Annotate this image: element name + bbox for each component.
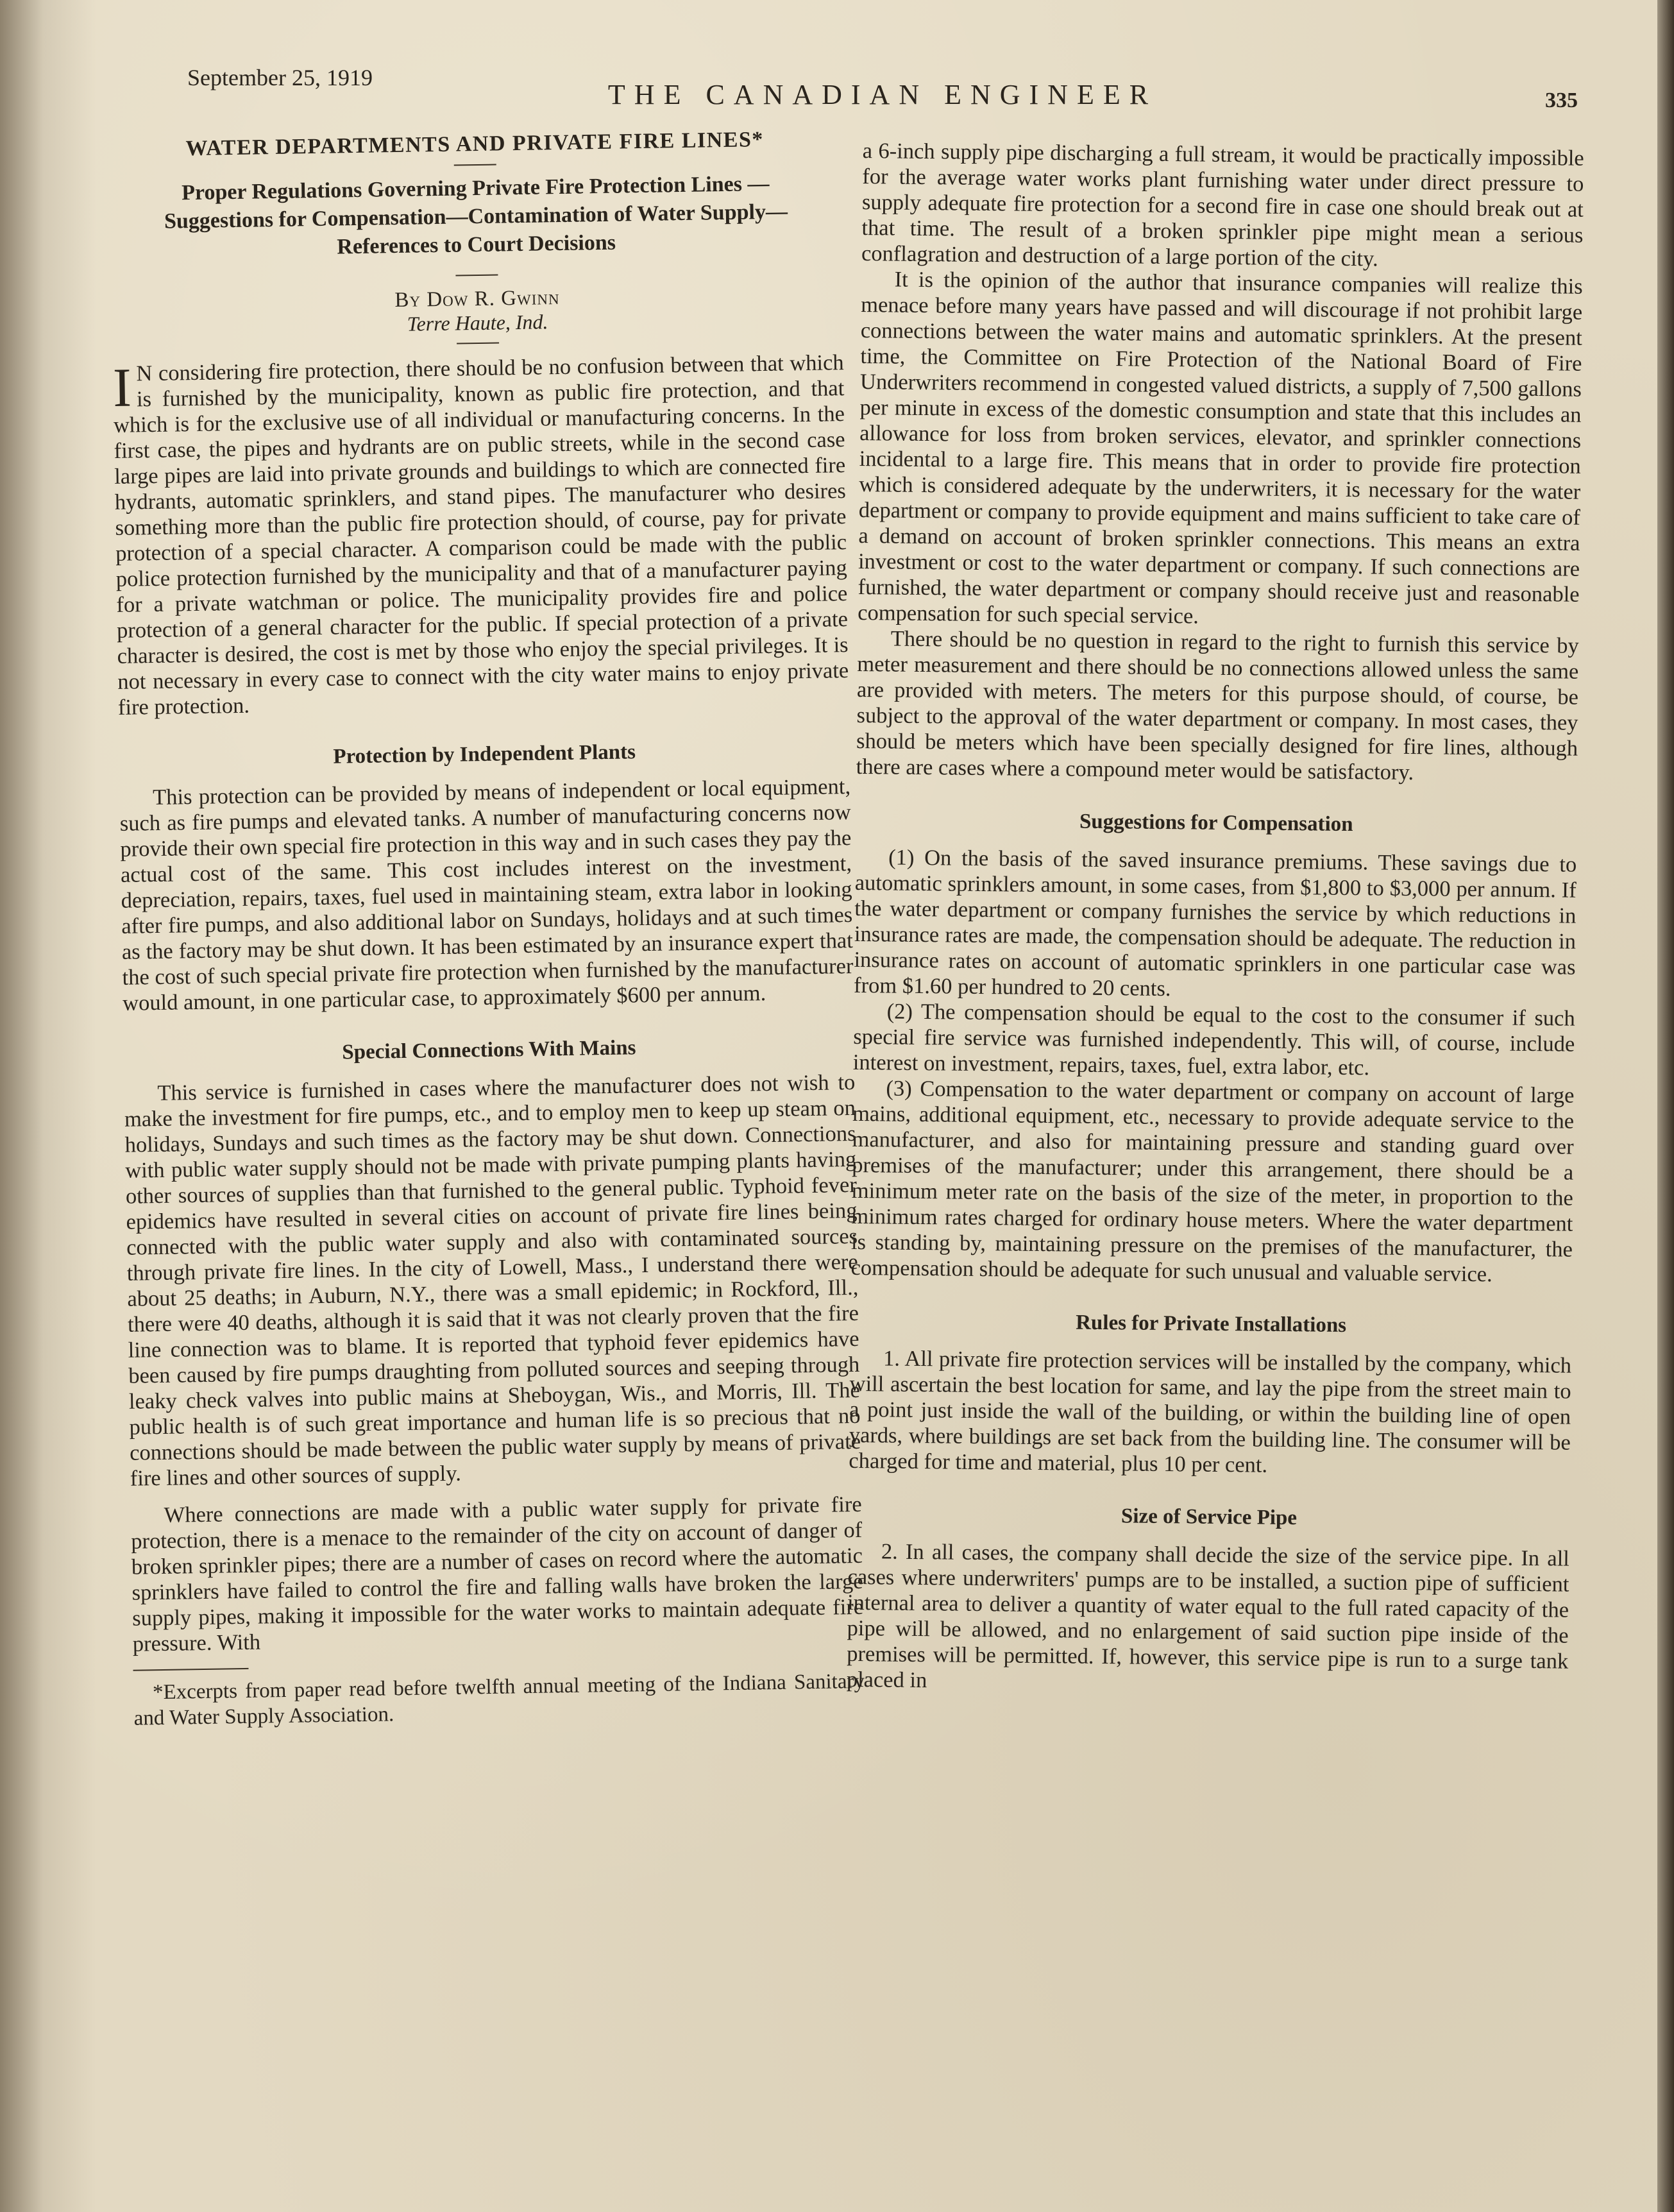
byline: By Dow R. Gwinn: [394, 285, 560, 312]
journal-title: THE CANADIAN ENGINEER: [607, 79, 1158, 110]
page-edge: [1657, 0, 1674, 2212]
rule-2: 2. In all cases, the company shall decide the size of the service pipe. In all cases where underwriters' pumps are to be installed, a suction pipe of sufficient internal area to deliver a quantity of water equal to the full rated capacity of the pipe will be allowed, and no enlargement of said suction pipe inside of the premises will be permitted. If, however, this service pipe is run to a surge tank placed in: [846, 1539, 1570, 1693]
running-header: [187, 59, 1578, 117]
page-gutter-shadow: [0, 0, 96, 2212]
intro-paragraph: [112, 350, 849, 720]
intro-text: N considering fire protection, there should be no confusion between that which is furnished by the municipality, known as public fire protection, and that which is for the exclusive use of all individual or manufacturing concerns. In the first case, the pipes and hydrants are on public streets, while in the second case large pipes are laid into private grounds and buildings to which are connected fire hydrants, automatic sprinklers, and stand pipes. The manufacturer who desires something more than the public fire protection should, of course, pay for private protection of a special character. A comparison could be made with the public police protection furnished by the municipality and that of a manufacturer paying for a private watchman or police. The municipality provides fire and police protection of a general character for the public. If special protection of a private character is desired, the cost is met by those who enjoy the special privileges. It is not necessary in every case to connect with the city water mains to enjoy private fire protection.: [113, 350, 849, 720]
page-number: 335: [1545, 89, 1578, 112]
article-subtitle: Proper Regulations Governing Private Fire Protection Lines —Suggestions for Compensation—Contamination of Water Supply—References to Court Decisions: [164, 171, 788, 259]
right-column: [847, 138, 1584, 1700]
section-heading-special-connections: Special Connections With Mains: [342, 1036, 636, 1064]
article-title: WATER DEPARTMENTS AND PRIVATE FIRE LINES*: [185, 127, 765, 161]
header-date: September 25, 1919: [187, 65, 373, 90]
continued-paragraph: a 6-inch supply pipe discharging a full stream, it would be practically impossible for the average water works plant furnishing water under direct pressure to supply adequate fire protection for a second fire in case one should break out at that time. The result of a broken sprinkler pipe might mean a serious conflagration and destruction of a large portion of the city.: [861, 138, 1584, 271]
rule-1: 1. All private fire protection services will be installed by the company, which will ascertain the best location for same, and lay the pipe from the street main to a point just inside the wall of the building, or within the building line of open yards, where buildings are set back from the building line. The consumer will be charged for time and material, plus 10 per cent.: [849, 1346, 1572, 1477]
menace-paragraph: Where connections are made with a public water supply for private fire protection, there is a menace to the remainder of the city on account of danger of broken sprinkler pipes; there are a number of cases on record where the automatic sprinklers have failed to control the fire and falling walls have broken the large supply pipes, making it impossible for the water works to maintain adequate fire pressure. With: [131, 1492, 864, 1656]
drop-cap: I: [112, 356, 132, 418]
title-rule: [454, 164, 496, 166]
compensation-item-1: (1) On the basis of the saved insurance premiums. These savings due to automatic sprinklers amount, in some cases, from $1,800 to $3,000 per annum. If the water department or company furnishes the service by which reductions in insurance rates are made, the compensation should be adequate. The reduction in insurance rates on account of automatic sprinklers in one particular case was from $1.60 per hundred to 20 cents.: [853, 845, 1577, 1001]
section-heading-service-pipe: Size of Service Pipe: [1120, 1504, 1298, 1530]
subtitle-rule: [455, 275, 498, 276]
compensation-item-3: (3) Compensation to the water department or company on account of large mains, additional equipment, etc., necessary to provide adequate service to the manufacturer, and also for maintaining pressure and standing guard over premises of the manufacturer; under this arrangement, there should be a minimum meter rate on the basis of the size of the meter, in proportion to the minimum rates charged for ordinary house meters. Where the water department is standing by, maintaining pressure on the premises of the manufacturer, the compensation should be adequate for such unusual and valuable service.: [850, 1076, 1575, 1287]
footnote: *Excerpts from paper read before twelfth annual meeting of the Indiana Sanitary and Water Supply Association.: [133, 1669, 865, 1730]
meter-paragraph: There should be no question in regard to the right to furnish this service by meter measurement and there should be no connections allowed unless the same are provided with meters. The meters for this purpose should, of course, be subject to the approval of the water department or company. In most cases, they should be meters which have been specially designed for fire lines, although there are cases where a compound meter would be satisfactory.: [856, 626, 1579, 785]
section-heading-compensation: Suggestions for Compensation: [1079, 810, 1353, 837]
section-heading-rules: Rules for Private Installations: [1076, 1311, 1347, 1337]
compensation-item-2: (2) The compensation should be equal to the cost to the consumer if such special fire service was furnished independently. This will, of course, include interest on investment, repairs, taxes, fuel, extra labor, etc.: [852, 999, 1575, 1080]
left-column: [109, 126, 865, 1731]
footnote-rule: [133, 1668, 249, 1671]
special-connections-paragraph: This service is furnished in cases where the manufacturer does not wish to make the investment for fire pumps, etc., and to employ men to keep up steam on holidays, Sundays and such times as the factory may be shut down. Connections with public water supply should not be made with private pumping plants having other sources of supplies than that furnished to the general public. Typhoid fever epidemics have resulted in several cities on account of private fire lines being connected with the public water supply and also with contaminated sources through private fire lines. In the city of Lowell, Mass., I understand there were about 25 deaths; in Auburn, N.Y., there was a small epidemic; in Rockford, Ill., there were 40 deaths, although it is said that it was not clearly proven that the fire line connection was to blame. It is reported that typhoid fever epidemics have been caused by fire pumps draughting from polluted sources and seeping through leaky check valves into public mains at Sheboygan, Wis., and Morris, Ill. The public health is of such great importance and human life is so precious that no connections should be made between the public water supply by means of private fire lines and other sources of supply.: [124, 1069, 861, 1491]
independent-plants-paragraph: This protection can be provided by means of independent or local equipment, such as fire pumps and elevated tanks. A number of manufacturing concerns now provide their own special fire protection in this way and in such cases they pay the actual cost of the same. This cost includes interest on the investment, depreciation, repairs, taxes, fuel used in maintaining steam, extra labor in looking after fire pumps, and also additional labor on Sundays, holidays and at such times as the factory may be shut down. It has been estimated by an insurance expert that the cost of such special private fire protection when furnished by the manufacturer would amount, in one particular case, to approximately $600 per annum.: [119, 774, 854, 1016]
author-affiliation: Terre Haute, Ind.: [407, 310, 548, 336]
insurance-opinion-paragraph: It is the opinion of the author that insurance companies will realize this menace before many years have passed and will discourage if not prohibit large connections between the water mains and automatic sprinklers. At the present time, the Committee on Fire Protection of the National Board of Fire Underwriters recommend in congested valued districts, a supply of 7,500 gallons per minute in excess of the domestic consumption and state that this includes an allowance for loss from broken services, elevator, and sprinkler connections incidental to a large fire. This means that in order to provide fire protection which is considered adequate by the underwriters, it is necessary for the water department or company to provide equipment and mains sufficient to take care of a demand on account of broken sprinkler connections. This means an extra investment or cost to the water department or company. If such connections are furnished, the water department or company should receive just and reasonable compensation for such special service.: [858, 267, 1583, 629]
byline-rule: [457, 342, 499, 344]
section-heading-independent-plants: Protection by Independent Plants: [333, 740, 636, 769]
